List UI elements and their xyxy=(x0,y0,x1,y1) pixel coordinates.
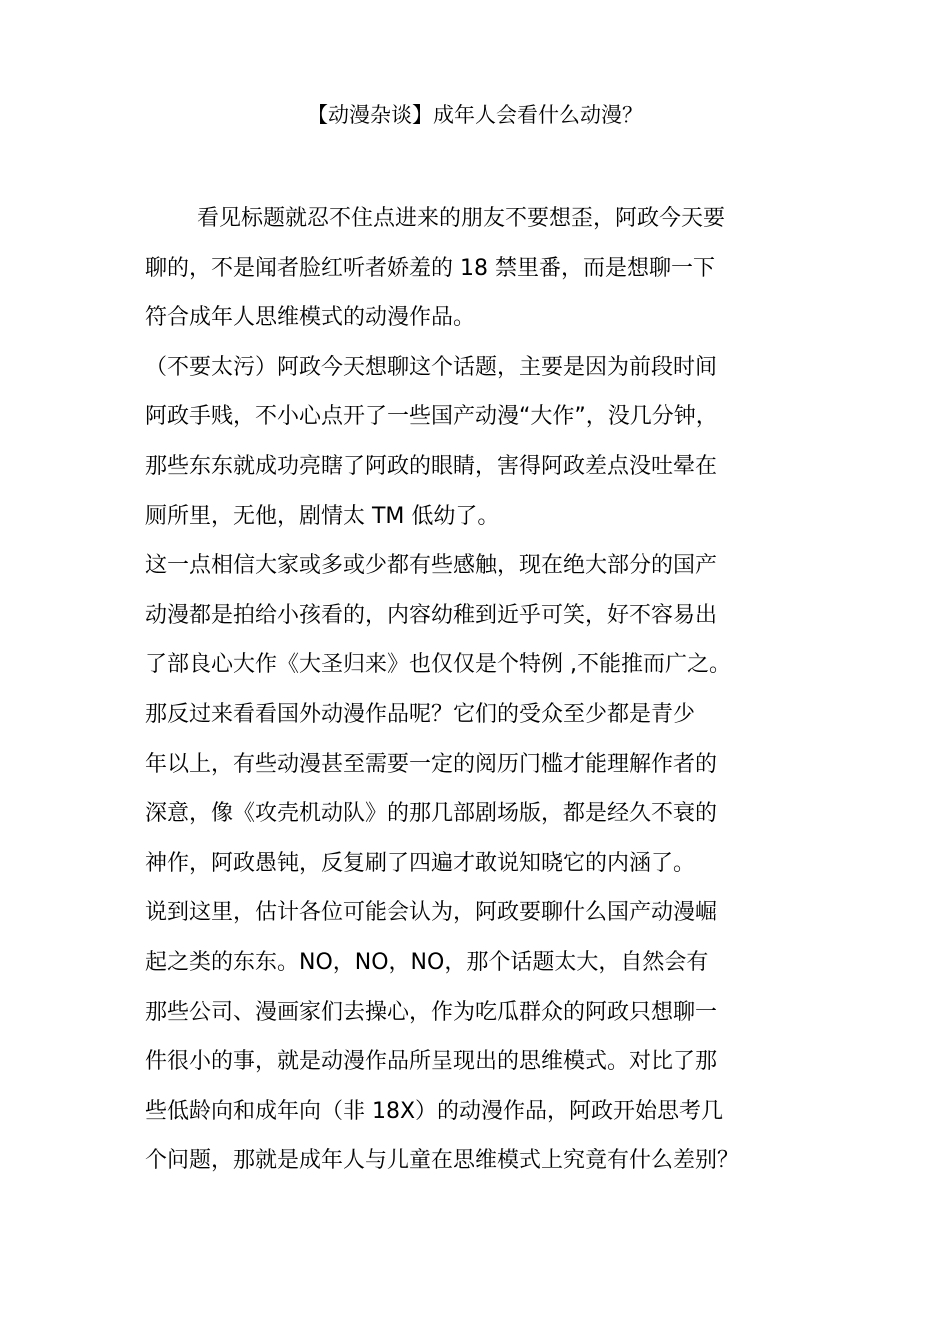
body-line: 符合成年人思维模式的动漫作品。 xyxy=(145,305,476,331)
body-line: 这一点相信大家或多或少都有些感触，现在绝大部分的国产 xyxy=(145,553,718,579)
body-line: 那些公司、漫画家们去操心，作为吃瓜群众的阿政只想聊一 xyxy=(145,999,718,1025)
body-line: 个问题，那就是成年人与儿童在思维模式上究竟有什么差别？ xyxy=(145,1148,740,1174)
body-line: 聊的，不是闻者脸红听者娇羞的 18 禁里番，而是想聊一下 xyxy=(145,255,715,281)
body-line: 那反过来看看国外动漫作品呢？它们的受众至少都是青少 xyxy=(145,701,696,727)
body-line: 起之类的东东。NO，NO，NO，那个话题太大，自然会有 xyxy=(145,949,709,975)
body-line: 件很小的事，就是动漫作品所呈现出的思维模式。对比了那 xyxy=(145,1049,718,1075)
body-line: 年以上，有些动漫甚至需要一定的阅历门槛才能理解作者的 xyxy=(145,751,718,777)
body-line: 动漫都是拍给小孩看的，内容幼稚到近乎可笑，好不容易出 xyxy=(145,602,718,628)
body-line: 厕所里，无他，剧情太 TM 低幼了。 xyxy=(145,503,500,529)
body-line: 阿政手贱，不小心点开了一些国产动漫“大作”，没几分钟， xyxy=(145,404,718,430)
body-line: 那些东东就成功亮瞎了阿政的眼睛，害得阿政差点没吐晕在 xyxy=(145,453,718,479)
body-line: 了部良心大作《大圣归来》也仅仅是个特例 ,不能推而广之。 xyxy=(145,652,731,678)
document-title: 【动漫杂谈】成年人会看什么动漫？ xyxy=(307,103,643,127)
body-line: 些低龄向和成年向（非 18X）的动漫作品，阿政开始思考几 xyxy=(145,1098,724,1124)
document-body xyxy=(145,202,845,1194)
body-line: 看见标题就忍不住点进来的朋友不要想歪，阿政今天要 xyxy=(197,206,726,231)
body-line: 深意，像《攻壳机动队》的那几部剧场版，都是经久不衰的 xyxy=(145,801,718,827)
body-line: 说到这里，估计各位可能会认为，阿政要聊什么国产动漫崛 xyxy=(145,900,718,926)
body-line: （不要太污）阿政今天想聊这个话题，主要是因为前段时间 xyxy=(145,354,718,380)
body-line: 神作，阿政愚钝，反复刷了四遍才敢说知晓它的内涵了。 xyxy=(145,850,696,876)
